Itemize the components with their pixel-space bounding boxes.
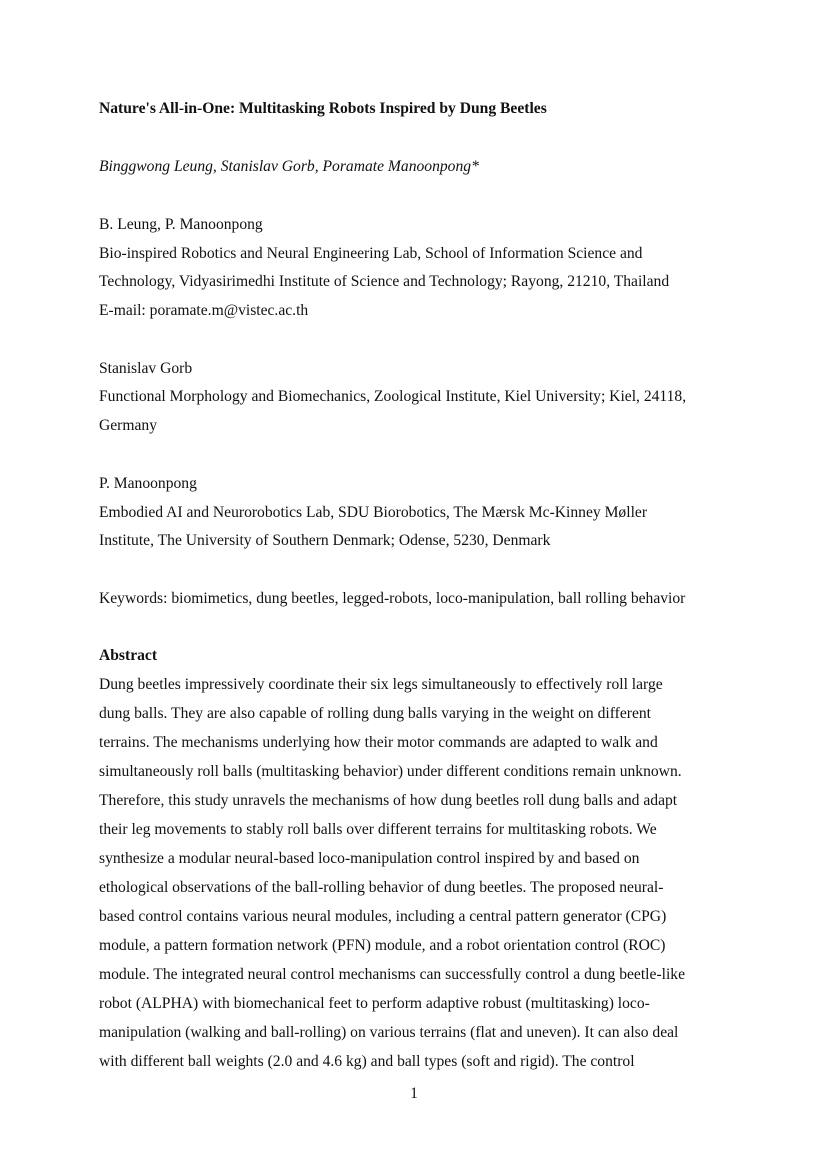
abstract-line: simultaneously roll balls (multitasking behavior) under different conditions remain unknown. <box>99 763 682 780</box>
keywords: Keywords: biomimetics, dung beetles, legged-robots, loco-manipulation, ball rolling behavior <box>99 590 686 607</box>
abstract-line: based control contains various neural modules, including a central pattern generator (CPG) <box>99 908 667 925</box>
abstract-line: synthesize a modular neural-based loco-manipulation control inspired by and based on <box>99 850 640 867</box>
affiliation-3-line: Embodied AI and Neurorobotics Lab, SDU Biorobotics, The Mærsk Mc-Kinney Møller <box>99 504 648 521</box>
affiliation-2-names: Stanislav Gorb <box>99 360 193 377</box>
paper-title: Nature's All-in-One: Multitasking Robots Inspired by Dung Beetles <box>99 100 547 117</box>
abstract-line: robot (ALPHA) with biomechanical feet to perform adaptive robust (multitasking) loco- <box>99 995 650 1012</box>
affiliation-2-line: Functional Morphology and Biomechanics, Zoological Institute, Kiel University; Kiel, 24118, <box>99 388 687 405</box>
affiliation-3-names: P. Manoonpong <box>99 475 197 492</box>
page-number: 1 <box>410 1085 418 1102</box>
abstract-line: with different ball weights (2.0 and 4.6 kg) and ball types (soft and rigid). The control <box>99 1053 635 1070</box>
abstract-line: their leg movements to stably roll balls over different terrains for multitasking robots. We <box>99 821 657 838</box>
affiliation-1-email: E-mail: poramate.m@vistec.ac.th <box>99 302 309 319</box>
abstract-line: Dung beetles impressively coordinate their six legs simultaneously to effectively roll large <box>99 676 663 693</box>
abstract-line: dung balls. They are also capable of rolling dung balls varying in the weight on different <box>99 705 651 722</box>
abstract-line: Therefore, this study unravels the mechanisms of how dung beetles roll dung balls and adapt <box>99 792 678 809</box>
abstract-heading: Abstract <box>99 647 158 664</box>
affiliation-1-line: Technology, Vidyasirimedhi Institute of Science and Technology; Rayong, 21210, Thailand <box>99 273 670 290</box>
abstract-line: manipulation (walking and ball-rolling) on various terrains (flat and uneven). It can also deal <box>99 1024 679 1041</box>
abstract-line: module, a pattern formation network (PFN) module, and a robot orientation control (ROC) <box>99 937 666 954</box>
affiliation-1-line: Bio-inspired Robotics and Neural Engineering Lab, School of Information Science and <box>99 245 643 262</box>
abstract-line: ethological observations of the ball-rolling behavior of dung beetles. The proposed neural- <box>99 879 664 896</box>
affiliation-3-line: Institute, The University of Southern Denmark; Odense, 5230, Denmark <box>99 532 551 549</box>
abstract-body <box>99 675 739 1081</box>
abstract-line: terrains. The mechanisms underlying how their motor commands are adapted to walk and <box>99 734 658 751</box>
affiliation-2-line: Germany <box>99 417 158 434</box>
affiliation-1-names: B. Leung, P. Manoonpong <box>99 216 263 233</box>
abstract-line: module. The integrated neural control mechanisms can successfully control a dung beetle-like <box>99 966 686 983</box>
author-list: Binggwong Leung, Stanislav Gorb, Poramate Manoonpong* <box>99 158 479 175</box>
